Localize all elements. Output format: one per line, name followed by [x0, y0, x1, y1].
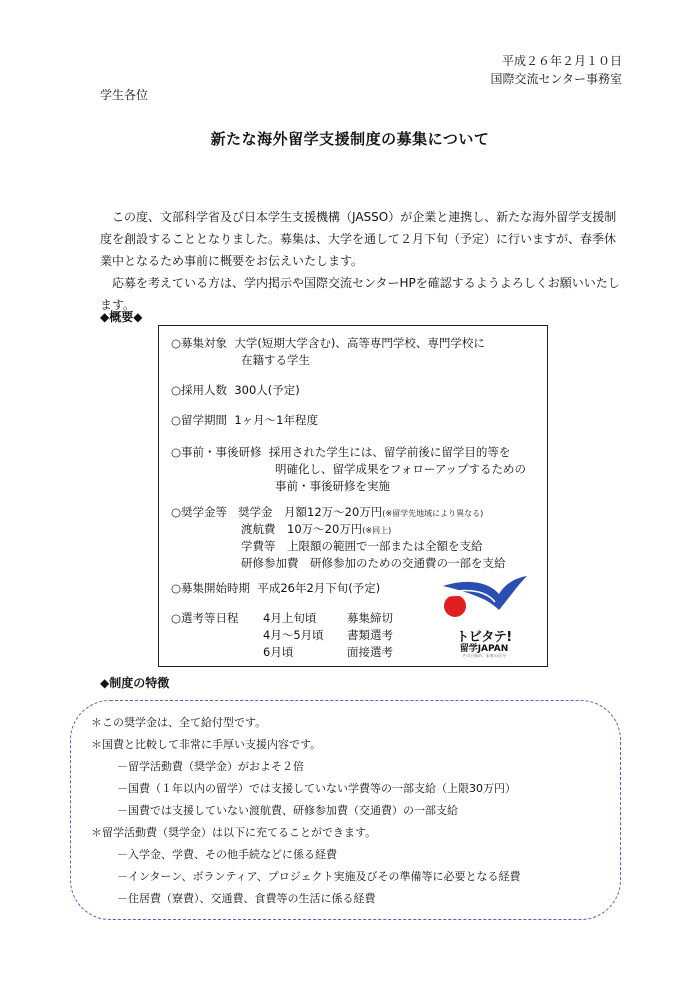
training-line-2: 明確化し、留学成果をフォローアップするための: [275, 462, 527, 476]
header-date-block: [490, 52, 622, 88]
feature-line-7: －入学金、学費、その他手続などに係る経費: [117, 848, 337, 861]
scholarship-label: ○奨学金等: [171, 505, 228, 519]
number-label: ○採用人数: [171, 383, 228, 397]
period-label: ○留学期間: [171, 413, 228, 427]
number-row: [171, 382, 300, 399]
schedule-what-2: 書類選考: [347, 628, 393, 642]
scholarship-note-1: (※留学先地域により異なる): [382, 509, 484, 518]
feature-line-3: －留学活動費（奨学金）がおよそ２倍: [117, 760, 304, 773]
overview-heading: ◆概要◆: [100, 310, 143, 324]
scholarship-item-1: 奨学金 月額12万～20万円: [238, 505, 383, 519]
scholarship-item-2: 渡航費 10万～20万円: [241, 522, 363, 536]
feature-line-8: －インターン、ボランティア、プロジェクト実施及びその準備等に必要となる経費: [117, 870, 521, 883]
target-row: [171, 335, 485, 352]
target-label: ○募集対象: [171, 336, 228, 350]
number-value: 300人(予定): [234, 383, 300, 397]
period-row: [171, 412, 318, 429]
logo-text-2: 留学JAPAN: [459, 644, 509, 654]
training-line-1: 採用された学生には、留学前後に留学目的等を: [268, 445, 511, 459]
scholarship-note-2: (※同上): [362, 526, 392, 535]
start-row: [171, 580, 380, 597]
target-line-1: 大学(短期大学含む)、高等専門学校、専門学校に: [234, 336, 485, 350]
training-label: ○事前・事後研修: [171, 445, 262, 459]
features-heading: ◆制度の特徴: [100, 676, 170, 690]
logo-text-1: トビタテ!: [456, 630, 512, 645]
feature-line-6: ＊留学活動費（奨学金）は以下に充てることができます。: [91, 826, 377, 839]
scholarship-item-3: 学費等 上限額の範囲で一部または全額を支給: [241, 539, 483, 553]
training-row: [171, 444, 510, 461]
training-line-3: 事前・事後研修を実施: [275, 479, 390, 493]
schedule-label: ○選考等日程: [171, 611, 239, 625]
start-value: 平成26年2月下旬(予定): [257, 581, 381, 595]
logo-text-3: その日始め、未来の自分: [462, 653, 506, 658]
start-label: ○募集開始時期: [171, 581, 251, 595]
schedule-when-1: 4月上旬頃: [263, 611, 317, 625]
intro-text: [100, 206, 620, 316]
schedule-when-3: 6月頃: [263, 645, 294, 659]
feature-line-9: －住居費（寮費）、交通費、食費等の生活に係る経費: [117, 892, 376, 905]
document-title: 新たな海外留学支援制度の募集について: [210, 130, 490, 148]
schedule-what-1: 募集締切: [347, 611, 393, 625]
addressee: 学生各位: [100, 88, 149, 102]
scholarship-item-4: 研修参加費 研修参加のための交通費の一部を支給: [241, 556, 506, 570]
intro-paragraph-2: 応募を考えている方は、学内掲示や国際交流センターHPを確認するようよろしくお願いいたします。: [100, 276, 620, 312]
tobitate-logo: [437, 572, 531, 658]
features-box: [70, 700, 621, 920]
scholarship-row-2: [241, 521, 391, 539]
intro-paragraph-1: この度、文部科学省及び日本学生支援機構（JASSO）が企業と連携し、新たな海外留学支援制度を創設することとなりました。募集は、大学を通して２月下旬（予定）に行いますが、春季休業中となるため事前に概要をお伝えいたします。: [100, 210, 617, 268]
target-line-2: 在籍する学生: [241, 353, 310, 367]
period-value: 1ヶ月～1年程度: [234, 413, 318, 427]
feature-line-4: －国費（１年以内の留学）では支援していない学費等の一部支給（上限30万円）: [117, 782, 516, 795]
feature-line-2: ＊国費と比較して非常に手厚い支援内容です。: [91, 738, 322, 751]
tobitate-bird-logo-icon: [437, 572, 531, 628]
feature-line-5: －国費では支援していない渡航費、研修参加費（交通費）の一部支給: [117, 804, 458, 817]
issue-date: 平成２６年２月１０日: [501, 54, 622, 68]
feature-line-1: ＊この奨学金は、全て給付型です。: [91, 716, 267, 729]
scholarship-row: [171, 504, 483, 522]
issuing-office: 国際交流センター事務室: [490, 72, 622, 86]
schedule-what-3: 面接選考: [347, 645, 393, 659]
schedule-when-2: 4月～5月頃: [263, 628, 324, 642]
